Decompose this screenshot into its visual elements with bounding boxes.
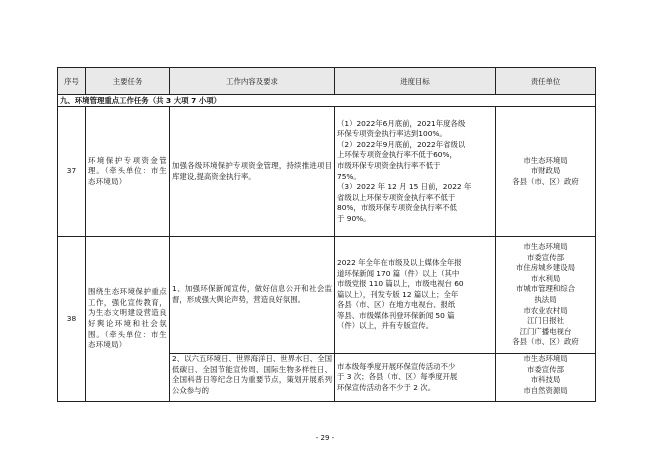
unit-line: 市生态环境局 [523,155,568,165]
section-title: 九、环境管理重点工作任务（共 3 大项 7 小项） [58,95,596,107]
unit-line: 市农业农村局 [523,305,568,315]
unit-line: 市生态环境局 [523,242,568,252]
target-line: （件）以上，并有专版宣传。 [337,321,434,331]
unit-line: 市水利局 [530,273,561,283]
unit-line: 江门日报社 [527,316,564,326]
section-row [58,95,596,107]
target-line: 各县（市、区）在地方电视台、报纸 [337,300,456,310]
target-cell [335,237,496,354]
target-line: （2）2022年9月底前，2022年省级以 [337,139,466,149]
target-line: 75%。 [337,171,361,181]
unit-cell [496,354,596,402]
header-content: 工作内容及要求 [170,68,335,95]
table-row [58,107,596,237]
header-seq: 序号 [58,68,86,95]
table-row [58,237,596,354]
unit-line: 市生态环境局 [523,354,568,363]
row-number: 38 [58,237,86,402]
unit-line: 各县（市、区）政府 [512,337,579,347]
unit-cell [496,237,596,354]
table-header-row [58,68,596,95]
unit-line: 江门广播电视台 [519,326,572,336]
unit-line: 市委宣传部 [527,252,564,262]
target-line: 80%，市级环保专项资金执行率不低 [337,203,457,213]
target-line: （3）2022 年 12 月 15 日前，2022 年 [337,182,472,192]
target-line: 环保专项资金执行率达到100%。 [337,129,447,139]
unit-line: 市委宣传部 [527,364,564,374]
target-line: 市级环保专项资金执行率不低于 [337,160,441,170]
unit-line: 市城市管理和综合 [515,284,576,294]
header-target: 进度目标 [335,68,496,95]
unit-line: 市自然资源局 [523,385,568,395]
target-line: 省级以上环保专项资金执行率不低于 [337,192,456,202]
content-cell: 1、加强环保新闻宣传，做好信息公开和社会监督，形成强大舆论声势，营造良好氛围。 [170,237,335,354]
content-cell: 2、以六五环境日、世界海洋日、世界水日、全国低碳日、全国节能宣传周、国际生物多样性日、全国科普日等纪念日为重要节点，策划开展系列公众参与的 [170,354,335,402]
unit-line: 执法局 [534,295,557,304]
task-cell: 围绕生态环境保护重点工作，强化宣传教育，为生态文明建设营造良好舆论环境和社会氛围。（牵头单位：市生态环境局） [86,237,170,402]
target-line: 上环保专项资金执行率不低于60%， [337,150,457,160]
target-line: 于 3 次；各县（市、区）每季度开展 [337,372,458,382]
header-unit: 责任单位 [496,68,596,95]
page-number: - 29 - [315,434,335,442]
target-line: 于 90%。 [337,213,371,223]
target-line: （1）2022年6月底前，2021年度各级 [337,118,466,128]
target-cell [335,107,496,237]
target-cell [335,354,496,402]
target-line: 2022 年全年在市级及以上媒体全年报 [337,257,462,267]
target-line: 市本级每季度开展环保宣传活动不少 [337,361,456,371]
content-cell: 加强各级环境保护专项资金管理，持续推进项目库建设,提高资金执行率。 [170,107,335,237]
target-line: 环保宣传活动各不少于 2 次。 [337,382,436,392]
unit-line: 市财政局 [530,166,561,176]
target-line: 市级党报 110 篇以上，市级电视台 60 [337,279,464,289]
row-number: 37 [58,107,86,237]
header-task: 主要任务 [86,68,170,95]
target-line: 篇以上），刊发专版 12 篇以上；全年 [337,289,459,299]
unit-line: 市住房城乡建设局 [515,263,576,273]
task-cell: 环境保护专项资金管理。（牵头单位：市生态环境局） [86,107,170,237]
target-line: 等县、市级媒体刊登环保新闻 50 篇 [337,310,455,320]
unit-cell [496,107,596,237]
unit-line: 市科技局 [530,375,561,385]
target-line: 道环保新闻 170 篇（件）以上（其中 [337,268,460,278]
task-table [57,67,596,402]
unit-line: 各县（市、区）政府 [512,176,579,186]
